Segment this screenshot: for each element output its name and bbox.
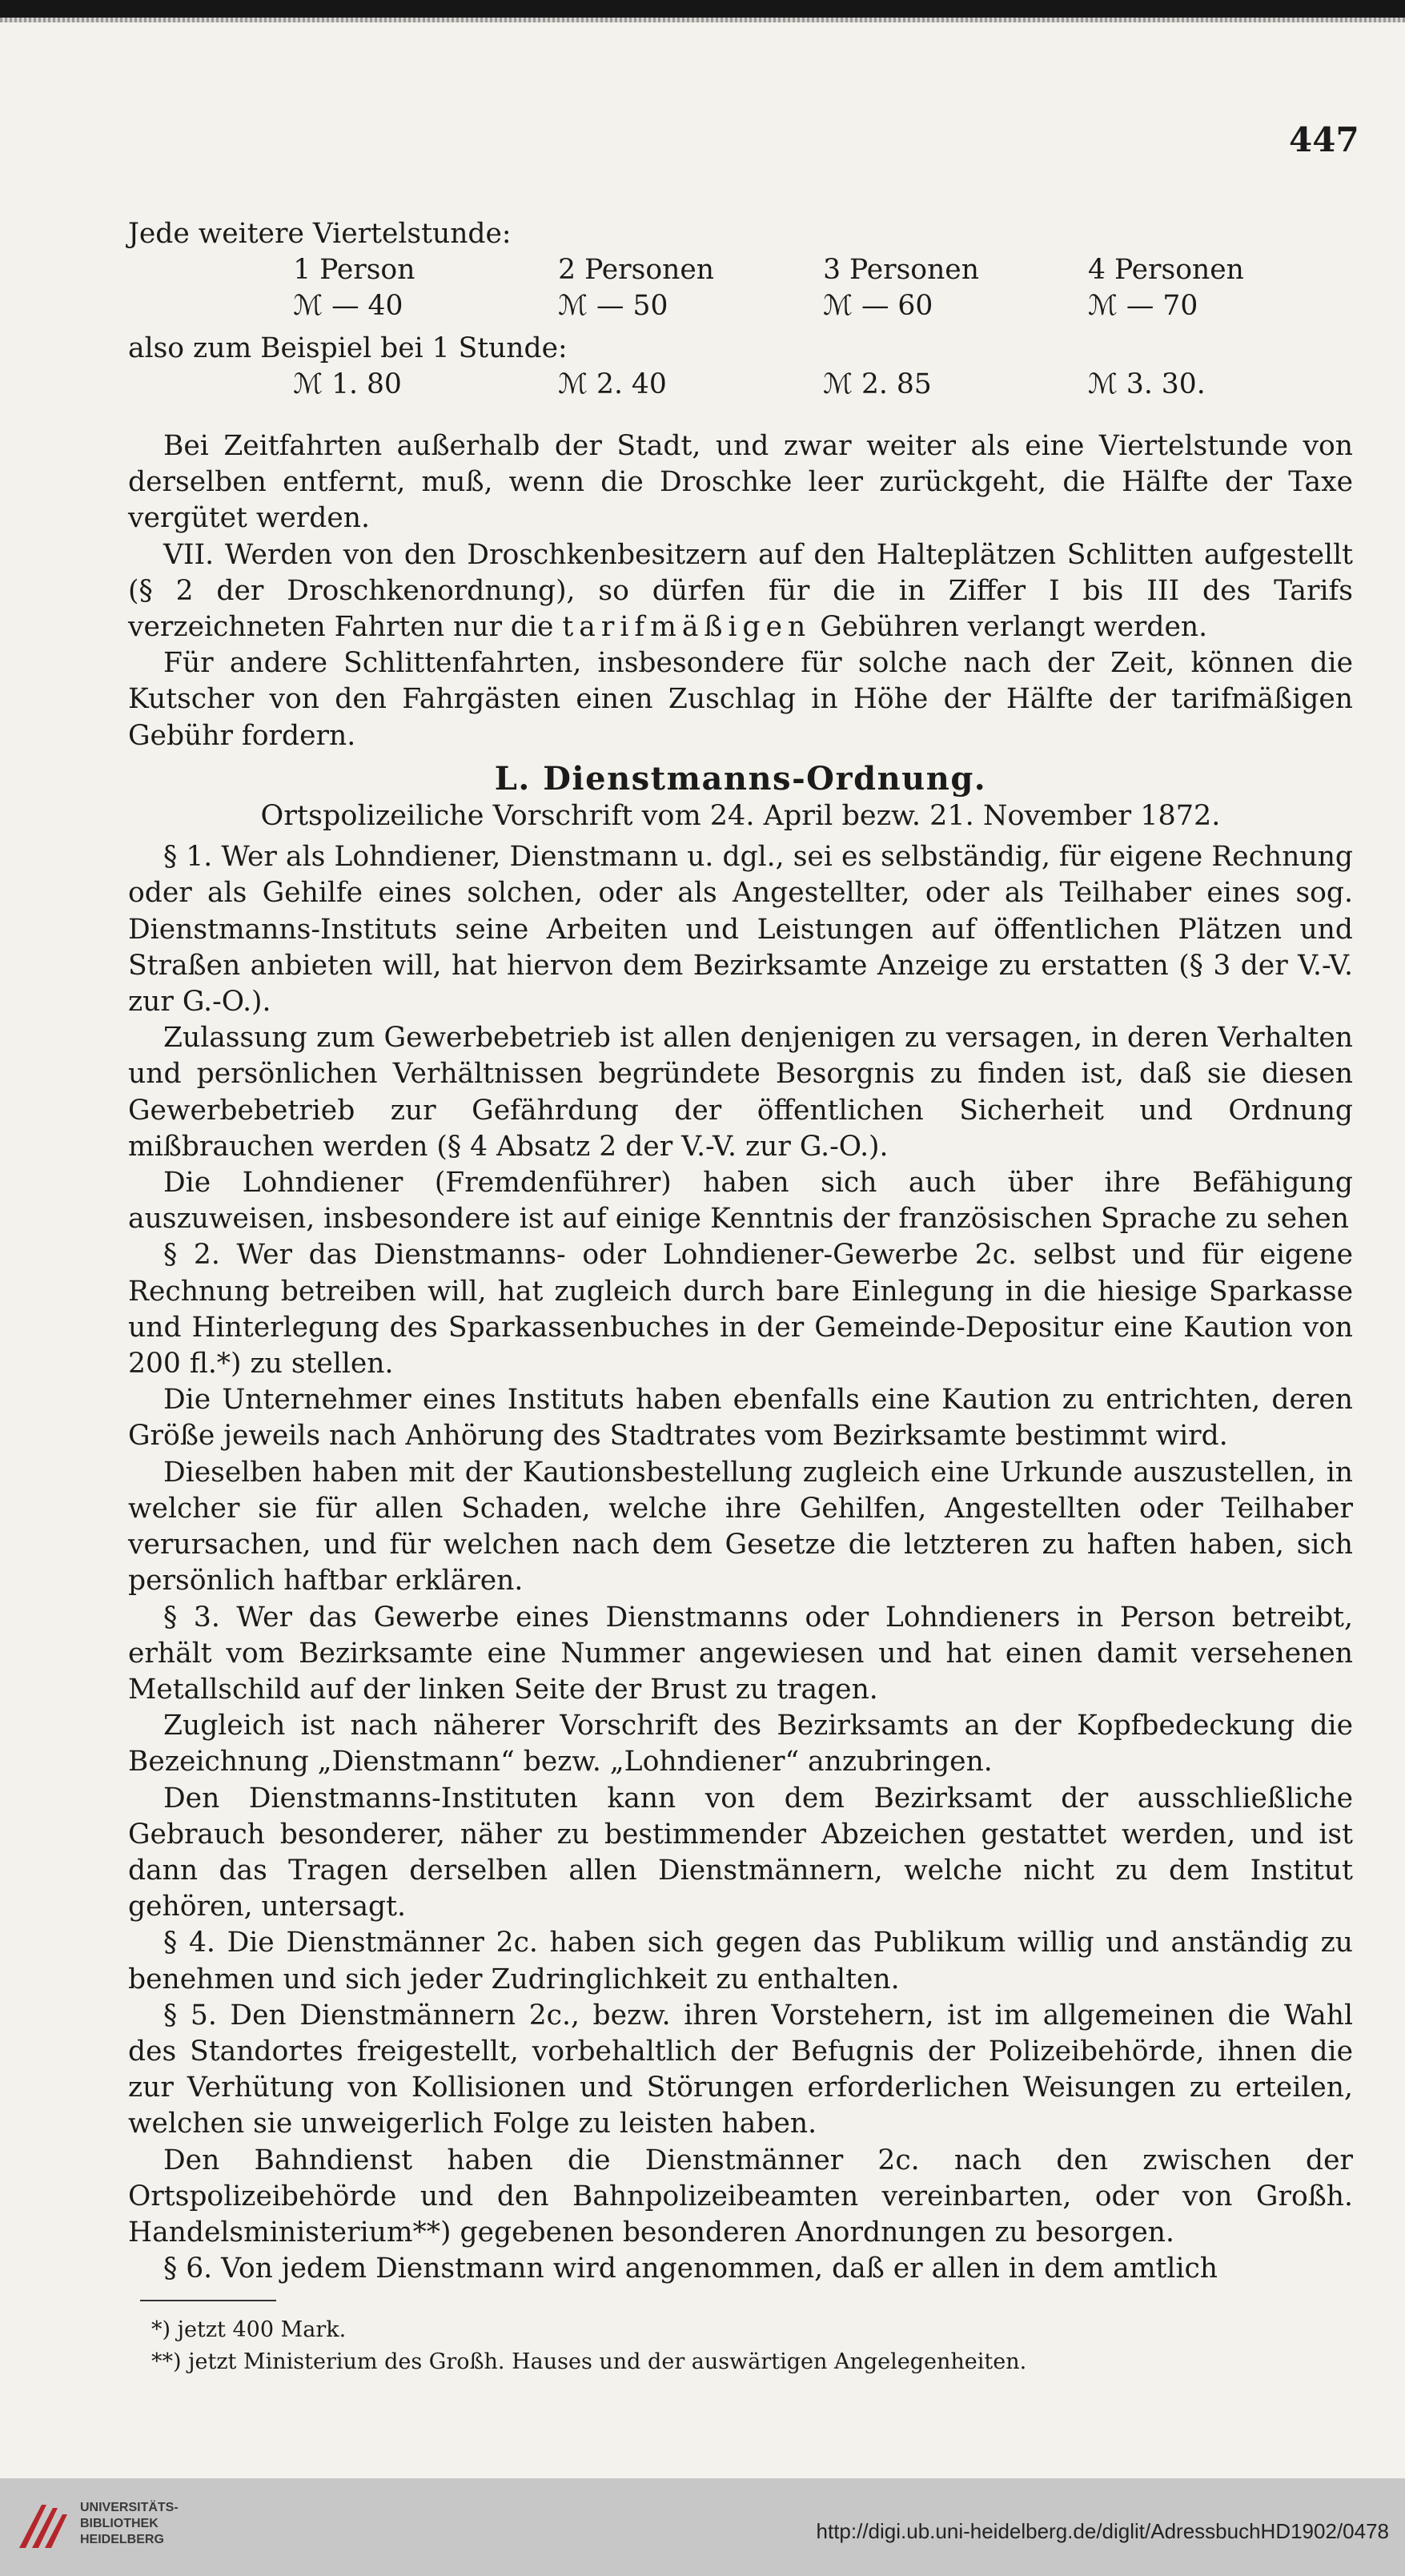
paragraph-vii-end: Gebühren verlangt werden. xyxy=(820,611,1208,644)
fare-header-1: 1 Person xyxy=(293,254,415,286)
paragraph-dieselben: Dieselben haben mit der Kautionsbestellung zugleich eine Urkunde auszustellen, in welcher sie für allen Schaden, welche ihre Gehilfen, Angestellten oder Teilhaber verursachen, und für welchen nach dem Gesetze die letzteren zu haften haben, sich persönlich haftbar erklären. xyxy=(128,1456,1353,1597)
paragraph-vii xyxy=(128,537,1353,646)
fare-header-4: 4 Personen xyxy=(1088,254,1244,286)
fare-intro: Jede weitere Viertelstunde: xyxy=(128,218,512,250)
library-logo-icon xyxy=(14,2497,74,2556)
paragraph-schlittenfahrten: Für andere Schlittenfahrten, insbesondere für solche nach der Zeit, können die Kutscher von den Fahrgästen einen Zuschlag in Höhe der Hälfte der tarifmäßigen Gebühr fordern. xyxy=(128,647,1353,752)
fare-example-label: also zum Beispiel bei 1 Stunde: xyxy=(128,332,568,364)
fare-hour-4: ℳ 3. 30. xyxy=(1088,368,1206,400)
library-logo-text: UNIVERSITÄTS- BIBLIOTHEK HEIDELBERG xyxy=(80,2501,179,2546)
paragraph-zugleich: Zugleich ist nach näherer Vorschrift des Bezirksamts an der Kopfbedeckung die Bezeichnung „Dienstmann“ bezw. „Lohndiener“ anzubringen. xyxy=(128,1710,1353,1778)
footnote-2: **) jetzt Ministerium des Großh. Hauses und der auswärtigen Angelegenheiten. xyxy=(151,2349,1027,2374)
paragraph-s3: § 3. Wer das Gewerbe eines Dienstmanns oder Lohndieners in Person betreibt, erhält vom Bezirksamte eine Nummer angewiesen und hat einen damit versehenen Metallschild auf der linken Seite der Brust zu tragen. xyxy=(128,1601,1353,1706)
paragraph-unternehmer: Die Unternehmer eines Instituts haben ebenfalls eine Kaution zu entrichten, deren Größe jeweils nach Anhörung des Stadtrates vom Bezirksamte bestimmt wird. xyxy=(128,1384,1353,1453)
page-number: 447 xyxy=(1289,120,1359,159)
paragraph-vii-start: VII. Werden von den Droschkenbesitzern auf den Halteplätzen Schlitten aufgestellt (§ 2 der Droschkenordnung), so dürfen für die in Ziffer I bis III des Tarifs verzeichneten Fahrten nur die xyxy=(128,538,1353,644)
paragraph-s5: § 5. Den Dienstmännern 2c., bezw. ihren Vorstehern, ist im allgemeinen die Wahl des Standortes freigestellt, vorbehaltlich der Befugnis der Polizeibehörde, ihnen die zur Verhütung von Kollisionen und Störungen erforderlichen Weisungen zu erteilen, welchen sie unweigerlich Folge zu leisten haben. xyxy=(128,1999,1353,2140)
footnotes xyxy=(140,2314,1261,2378)
fare-example-row xyxy=(128,331,1353,367)
fare-quarter-row xyxy=(128,288,1353,324)
paragraph-s1: § 1. Wer als Lohndiener, Dienstmann u. dgl., sei es selbständig, für eigene Rechnung oder als Gehilfe eines solchen, oder als Angestellter, oder als Teilhaber eines sog. Dienstmanns-Instituts seine Arbeiten und Leistungen auf öffentlichen Plätzen und Straßen anbieten will, hat hiervon dem Bezirksamte Anzeige zu erstatten (§ 3 der V.-V. zur G.-O.). xyxy=(128,841,1353,1019)
paragraph-s2: § 2. Wer das Dienstmanns- oder Lohndiener-Gewerbe 2c. selbst und für eigene Rechnung betreiben will, hat zugleich durch bare Einlegung in die hiesige Sparkasse und Hinterlegung des Sparkassenbuches in der Gemeinde-Depositur eine Kaution von 200 fl.*) zu stellen. xyxy=(128,1239,1353,1380)
section-subheading: Ortspolizeiliche Vorschrift vom 24. April bezw. 21. November 1872. xyxy=(260,800,1221,833)
fare-header-row xyxy=(128,252,1353,288)
fare-hour-row xyxy=(128,367,1353,403)
section-heading: L. Dienstmanns-Ordnung. xyxy=(494,759,987,798)
fare-hour-2: ℳ 2. 40 xyxy=(558,368,667,400)
body-text xyxy=(128,428,1353,2287)
fare-intro-row xyxy=(128,216,1353,252)
paragraph-s4: § 4. Die Dienstmänner 2c. haben sich gegen das Publikum willig und anständig zu benehmen und sich jeder Zudringlichkeit zu enthalten. xyxy=(128,1927,1353,1995)
fare-header-3: 3 Personen xyxy=(823,254,979,286)
source-url[interactable]: http://digi.ub.uni-heidelberg.de/diglit/AdressbuchHD1902/0478 xyxy=(816,2519,1389,2543)
paragraph-institute: Den Dienstmanns-Instituten kann von dem Bezirksamt der ausschließliche Gebrauch besonderer, näher zu bestimmender Abzeichen gestattet werden, und ist dann das Tragen derselben allen Dienstmännern, welche nicht zu dem Institut gehören, untersagt. xyxy=(128,1782,1353,1923)
footnote-1: *) jetzt 400 Mark. xyxy=(151,2317,347,2342)
fare-quarter-4: ℳ — 70 xyxy=(1088,290,1198,322)
emphasis-tarifmaessigen: tarifmäßigen xyxy=(562,611,812,644)
fare-quarter-1: ℳ — 40 xyxy=(293,290,403,322)
paragraph-lohndiener: Die Lohndiener (Fremdenführer) haben sich auch über ihre Befähigung auszuweisen, insbesondere ist auf einige Kenntnis der französischen Sprache zu sehen xyxy=(128,1167,1353,1236)
paragraph-bahndienst: Den Bahndienst haben die Dienstmänner 2c. nach den zwischen der Ortspolizeibehörde und den Bahnpolizeibeamten vereinbarten, oder von Großh. Handelsministerium**) gegebenen besonderen Anordnungen zu besorgen. xyxy=(128,2144,1353,2248)
scan-top-border xyxy=(0,0,1405,18)
fare-hour-1: ℳ 1. 80 xyxy=(293,368,402,400)
fare-header-2: 2 Personen xyxy=(558,254,714,286)
fare-hour-3: ℳ 2. 85 xyxy=(823,368,932,400)
paragraph-s6: § 6. Von jedem Dienstmann wird angenommen, daß er allen in dem amtlich xyxy=(163,2252,1218,2285)
paragraph-zulassung: Zulassung zum Gewerbebetrieb ist allen denjenigen zu versagen, in deren Verhalten und persönlichen Verhältnissen begründete Besorgnis zu finden ist, daß sie diesen Gewerbebetrieb zur Gefährdung der öffentlichen Sicherheit und Ordnung mißbrauchen werden (§ 4 Absatz 2 der V.-V. zur G.-O.). xyxy=(128,1022,1353,1163)
fare-quarter-3: ℳ — 60 xyxy=(823,290,933,322)
fare-quarter-2: ℳ — 50 xyxy=(558,290,668,322)
footnote-rule xyxy=(140,2300,276,2301)
fare-table xyxy=(128,216,1353,403)
paragraph-zeitfahrten: Bei Zeitfahrten außerhalb der Stadt, und zwar weiter als eine Viertelstunde von derselben entfernt, muß, wenn die Droschke leer zurückgeht, die Hälfte der Taxe vergütet werden. xyxy=(128,430,1353,535)
